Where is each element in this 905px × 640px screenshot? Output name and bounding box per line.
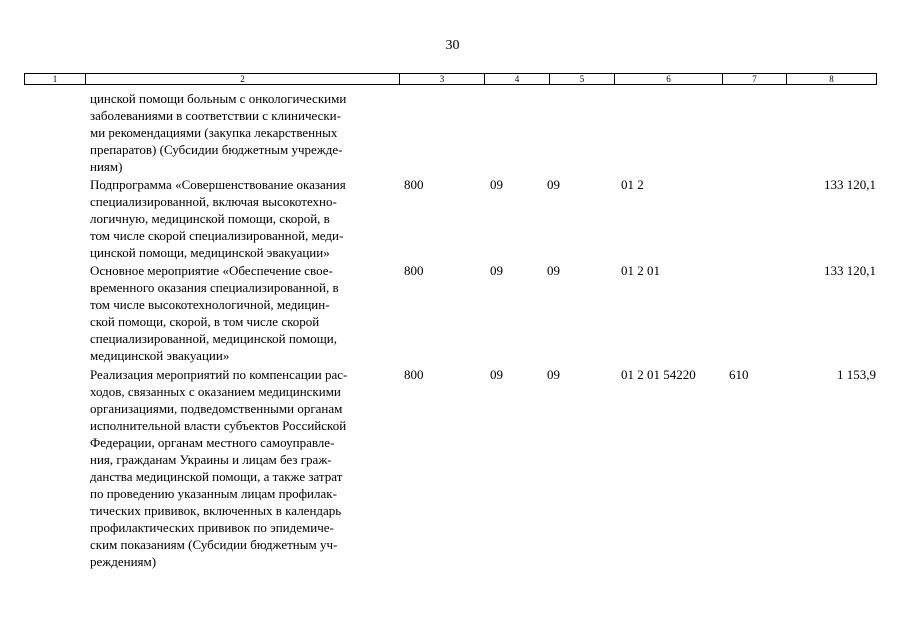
row-description: Основное мероприятие «Обеспечение свое- временного оказания специализированной, в том числе высокотехнологичной, медицин- ской помощи, скорой, в том числе скорой специализированной, медицинской помощи, медицинской эвакуации» <box>90 263 339 363</box>
cell-amount: 133 120,1 <box>824 263 876 278</box>
column-header-3: 3 <box>400 74 485 84</box>
column-header-2: 2 <box>86 74 400 84</box>
cell-subsection: 09 <box>547 177 560 192</box>
row-description: Подпрограмма «Совершенствование оказания специализированной, включая высокотехно- логичную, медицинской помощи, скорой, в том числе скорой специализированной, меди- цинской помощи, медицинской эвакуации» <box>90 177 346 260</box>
cell-ministry-code: 800 <box>404 263 424 278</box>
row-description: Реализация мероприятий по компенсации рас- ходов, связанных с оказанием медицинскими организациями, подведомственными органам исполнительной власти субъектов Российской Федерации, органам местного самоуправле- ния, гражданам Украины и лицам без граж- данства медицинской помощи, а также затрат по проведению указанным лицам профилак- тических прививок, включенных в календарь профилактических прививок по эпидемиче- ским показаниям (Субсидии бюджетным уч- реждениям) <box>90 367 348 569</box>
column-header-5: 5 <box>550 74 615 84</box>
cell-section: 09 <box>490 263 503 278</box>
column-header-1: 1 <box>25 74 86 84</box>
cell-ministry-code: 800 <box>404 177 424 192</box>
cell-target-article: 01 2 01 <box>621 263 660 278</box>
column-header-4: 4 <box>485 74 550 84</box>
row-description: цинской помощи больным с онкологическими заболеваниями в соответствии с клинически- ми рекомендациями (закупка лекарственных препаратов) (Субсидии бюджетным учрежде- ниям) <box>90 91 347 174</box>
table-header-row <box>24 73 877 85</box>
cell-ministry-code: 800 <box>404 367 424 382</box>
cell-section: 09 <box>490 177 503 192</box>
column-header-6: 6 <box>615 74 723 84</box>
column-header-8: 8 <box>829 74 834 84</box>
cell-subsection: 09 <box>547 263 560 278</box>
cell-section: 09 <box>490 367 503 382</box>
column-header-7: 7 <box>723 74 787 84</box>
cell-expense-type: 610 <box>729 367 749 382</box>
cell-amount: 133 120,1 <box>824 177 876 192</box>
page-number: 30 <box>445 38 460 53</box>
cell-target-article: 01 2 <box>621 177 644 192</box>
cell-target-article: 01 2 01 54220 <box>621 367 696 382</box>
cell-amount: 1 153,9 <box>837 367 876 382</box>
cell-subsection: 09 <box>547 367 560 382</box>
